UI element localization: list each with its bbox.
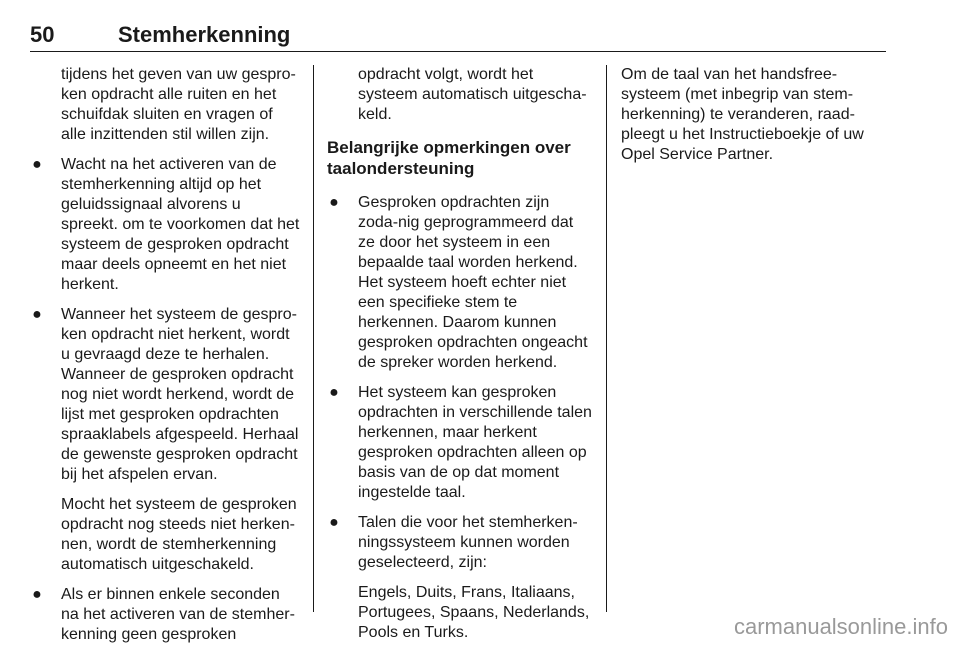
bullet-text: Talen die voor het stemherken-ningssysteem kunnen worden geselecteerd, zijn:	[358, 514, 578, 571]
bullet-text: Mocht het systeem de gesproken opdracht nog steeds niet herken-nen, wordt de stemherkenning automatisch uitgeschakeld.	[61, 496, 297, 573]
continuation-text: tijdens het geven van uw gespro-ken opdracht alle ruiten en het schuifdak sluiten en vragen of alle inzittenden stil willen zijn.	[61, 66, 296, 143]
bullet-icon: ●	[32, 156, 42, 173]
page-title: Stemherkenning	[118, 22, 291, 47]
bullet-item	[30, 305, 300, 575]
bullet-icon: ●	[32, 306, 42, 323]
watermark: carmanualsonline.info	[733, 614, 948, 639]
column-1	[30, 65, 300, 655]
column-3	[621, 65, 886, 175]
column-2	[327, 65, 593, 653]
bullet-item	[327, 193, 593, 373]
bullet-item	[30, 585, 300, 645]
bullet-text: Engels, Duits, Frans, Italiaans, Portugees, Spaans, Nederlands, Pools en Turks.	[358, 584, 590, 641]
bullet-item	[327, 513, 593, 643]
bullet-icon: ●	[329, 514, 339, 531]
bullet-text: Wanneer het systeem de gespro-ken opdracht niet herkent, wordt u gevraagd deze te herhalen. Wanneer de gesproken opdracht nog niet wordt herkend, wordt de lijst met gesproken opdrachten spraaklabels afgespeeld. Herhaal de gewenste gesproken opdracht bij het afspelen ervan.	[61, 306, 299, 483]
bullet-icon: ●	[329, 194, 339, 211]
column-divider	[313, 65, 314, 612]
page-number: 50	[30, 22, 55, 47]
bullet-text: Het systeem kan gesproken opdrachten in verschillende talen herkennen, maar herkent gesproken opdrachten alleen op basis van de op dat moment ingestelde taal.	[358, 384, 592, 501]
bullet-item	[30, 155, 300, 295]
bullet-item	[327, 383, 593, 503]
bullet-text: Gesproken opdrachten zijn zoda-nig geprogrammeerd dat ze door het systeem in een bepaalde taal worden herkend. Het systeem hoeft echter niet een specifieke stem te herkennen. Daarom kunnen gesproken opdrachten ongeacht de spreker worden herkend.	[358, 194, 588, 371]
section-heading: Belangrijke opmerkingen over taalondersteuning	[327, 138, 571, 178]
body-paragraph: Om de taal van het handsfree-systeem (met inbegrip van stem-herkenning) te veranderen, raad-pleegt u het Instructieboekje of uw Opel Service Partner.	[621, 66, 864, 163]
bullet-icon: ●	[32, 586, 42, 603]
continuation-text: opdracht volgt, wordt het systeem automatisch uitgescha-keld.	[358, 66, 587, 123]
page-header	[30, 22, 886, 52]
bullet-icon: ●	[329, 384, 339, 401]
column-divider	[606, 65, 607, 612]
header-rule	[30, 51, 886, 52]
bullet-text: Als er binnen enkele seconden na het activeren van de stemher-kenning geen gesproken	[61, 586, 295, 643]
bullet-text: Wacht na het activeren van de stemherkenning altijd op het geluidssignaal alvorens u spreekt. om te voorkomen dat het systeem de gesproken opdracht maar deels opneemt en het niet herkent.	[61, 156, 300, 293]
